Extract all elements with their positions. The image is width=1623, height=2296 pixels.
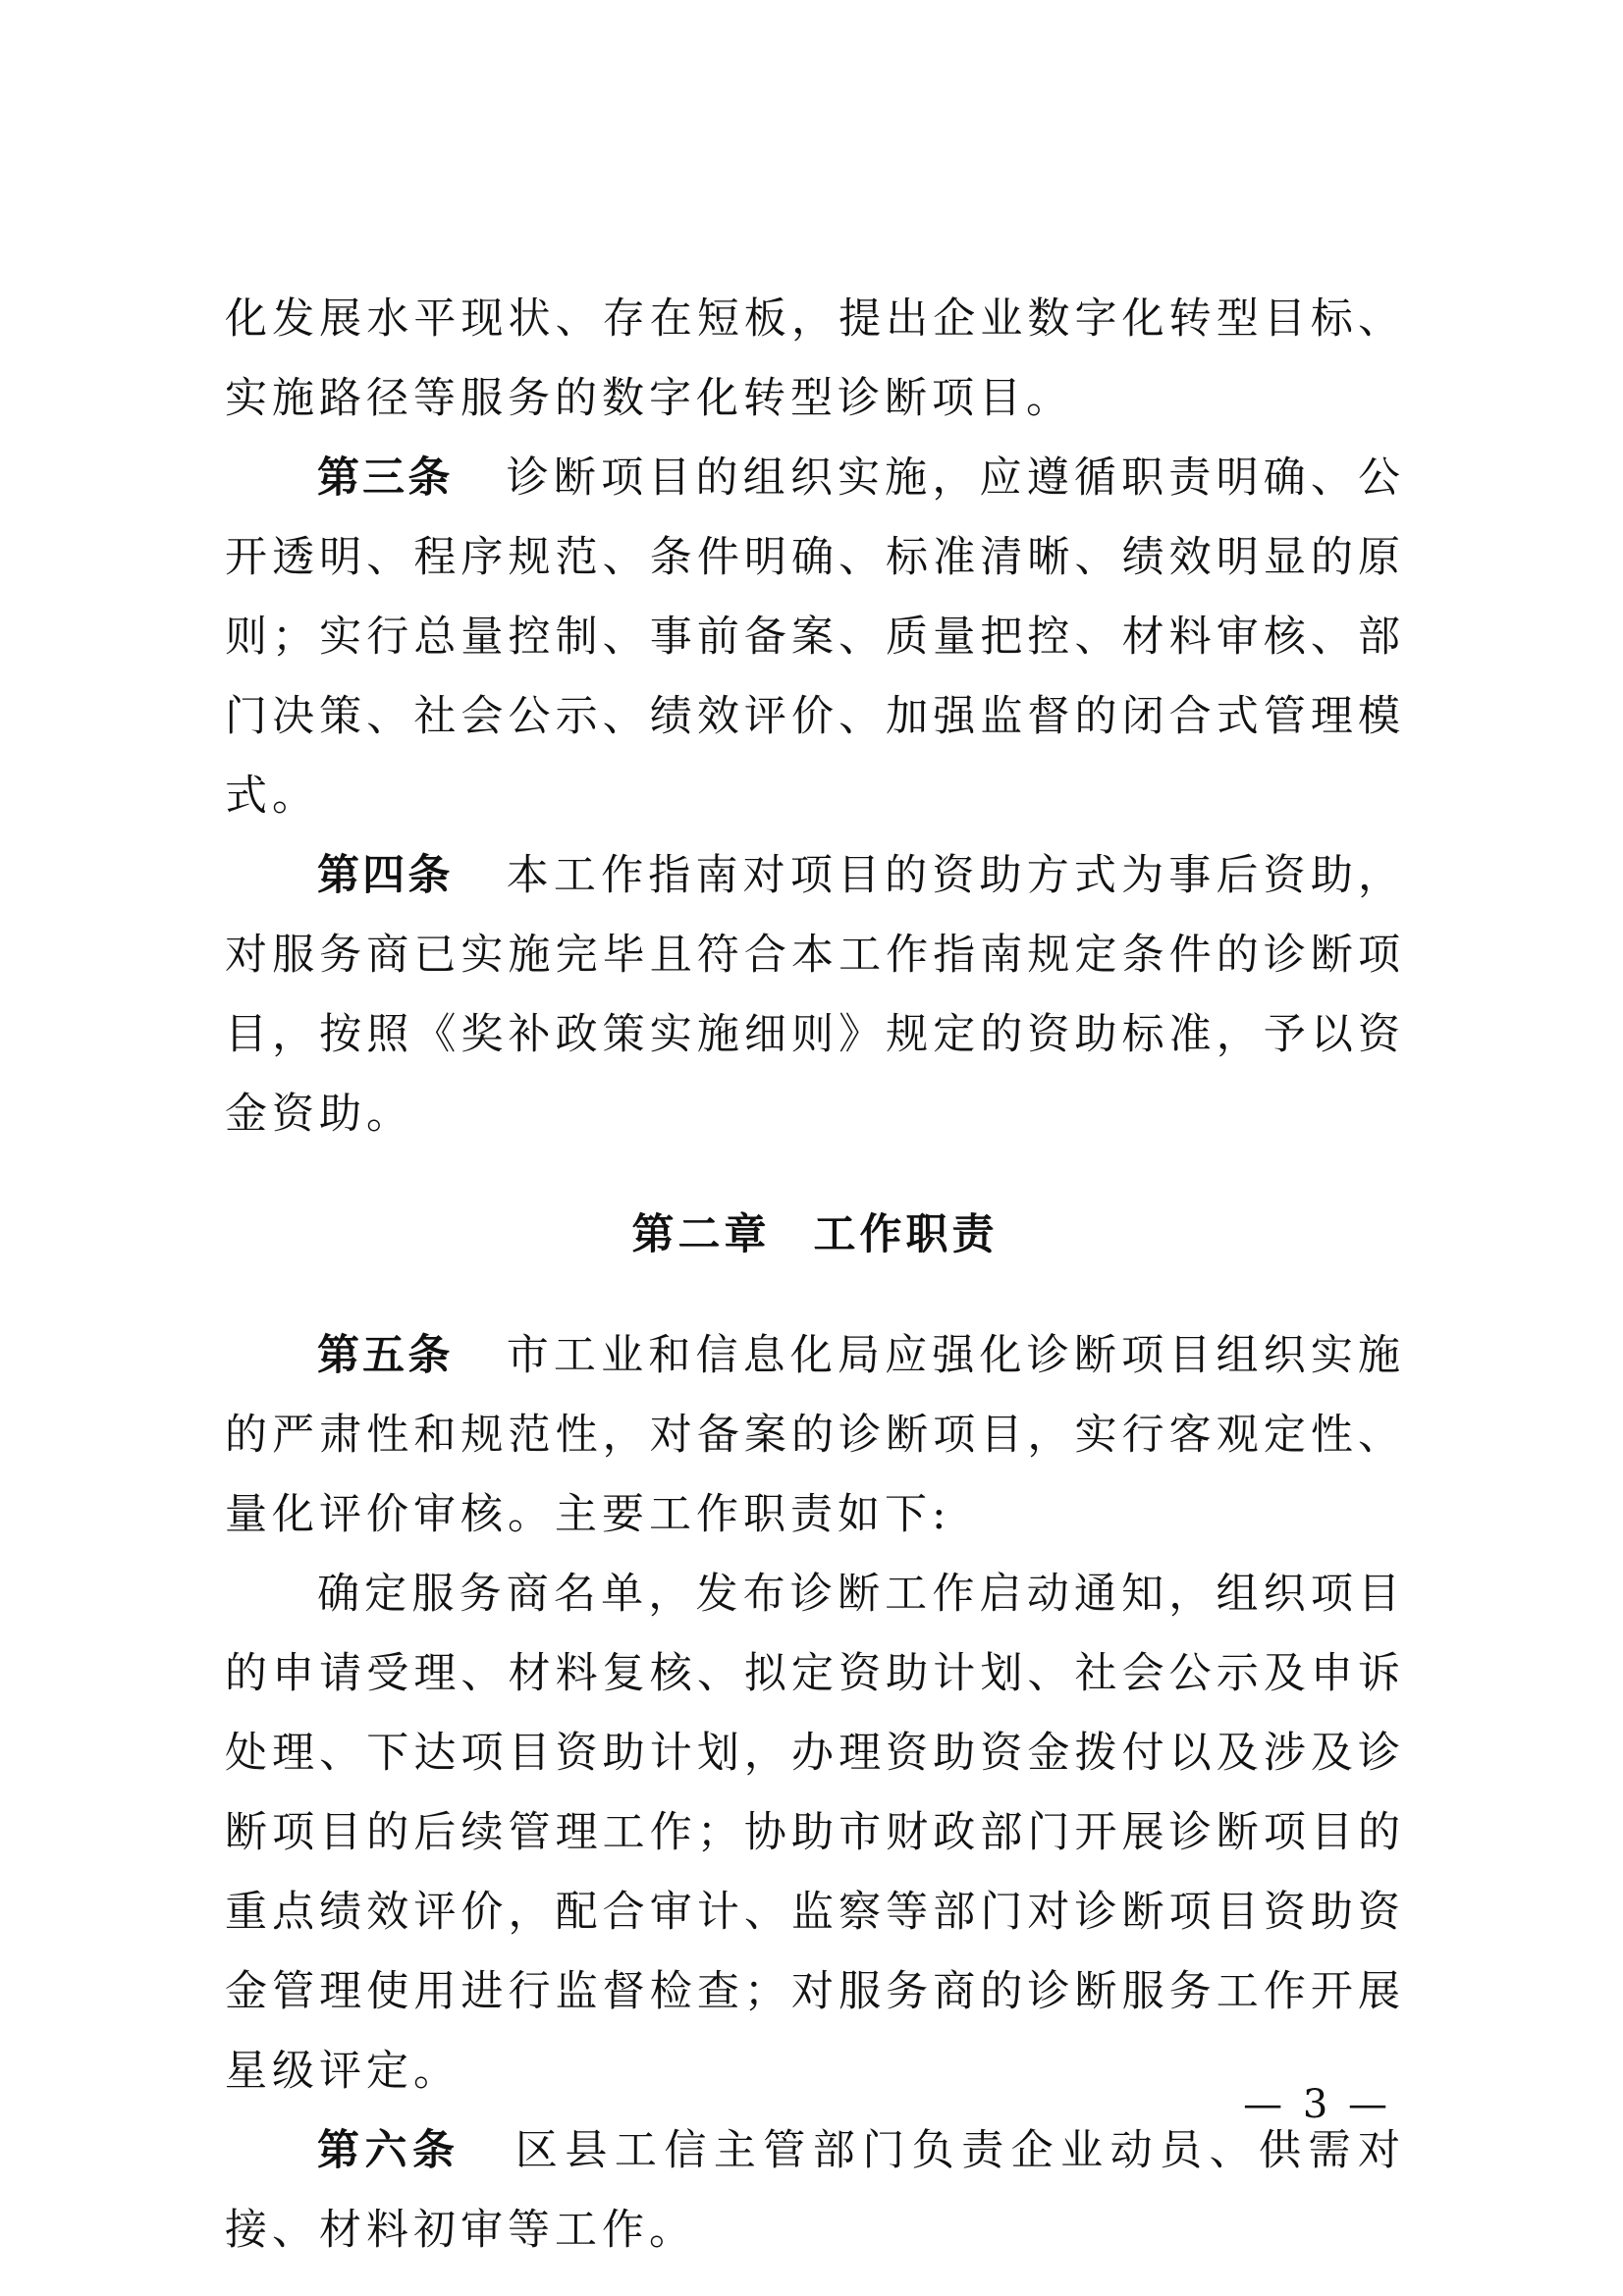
article-6-paragraph — [225, 2111, 1405, 2270]
page-number: — 3 — — [1243, 2082, 1391, 2127]
article-4-text: 本工作指南对项目的资助方式为事后资助，对服务商已实施完毕且符合本工作指南规定条件的诊断项目，按照《奖补政策实施细则》规定的资助标准，予以资金资助。 — [225, 851, 1406, 1139]
chapter-number: 第二章 — [631, 1210, 771, 1259]
paragraph-continuation — [225, 280, 1405, 439]
paragraph-text: 化发展水平现状、存在短板，提出企业数字化转型目标、实施路径等服务的数字化转型诊断项目。 — [225, 294, 1405, 423]
article-3-label: 第三条 — [317, 454, 454, 503]
duties-text: 确定服务商名单，发布诊断工作启动通知，组织项目的申请受理、材料复核、拟定资助计划、社会公示及申诉处理、下达项目资助计划，办理资助资金拨付以及涉及诊断项目的后续管理工作；协助市财政部门开展诊断项目的重点绩效评价，配合审计、监察等部门对诊断项目资助资金管理使用进行监督检查；对服务商的诊断服务工作开展星级评定。 — [225, 1570, 1405, 2096]
chapter-heading — [225, 1196, 1405, 1275]
article-5-label: 第五条 — [317, 1331, 454, 1380]
article-6-label: 第六条 — [317, 2126, 460, 2175]
article-4-label: 第四条 — [317, 851, 454, 900]
duties-paragraph — [225, 1555, 1405, 2111]
article-5-paragraph — [225, 1316, 1405, 1555]
article-3-paragraph — [225, 439, 1405, 836]
article-6-text: 区县工信主管部门负责企业动员、供需对接、材料初审等工作。 — [225, 2126, 1406, 2255]
document-body — [225, 280, 1405, 2270]
article-3-text: 诊断项目的组织实施，应遵循职责明确、公开透明、程序规范、条件明确、标准清晰、绩效明显的原则；实行总量控制、事前备案、质量把控、材料审核、部门决策、社会公示、绩效评价、加强监督的闭合式管理模式。 — [225, 454, 1406, 821]
chapter-title: 工作职责 — [813, 1210, 999, 1259]
article-4-paragraph — [225, 836, 1405, 1154]
article-5-text: 市工业和信息化局应强化诊断项目组织实施的严肃性和规范性，对备案的诊断项目，实行客观定性、量化评价审核。主要工作职责如下: — [225, 1331, 1406, 1539]
